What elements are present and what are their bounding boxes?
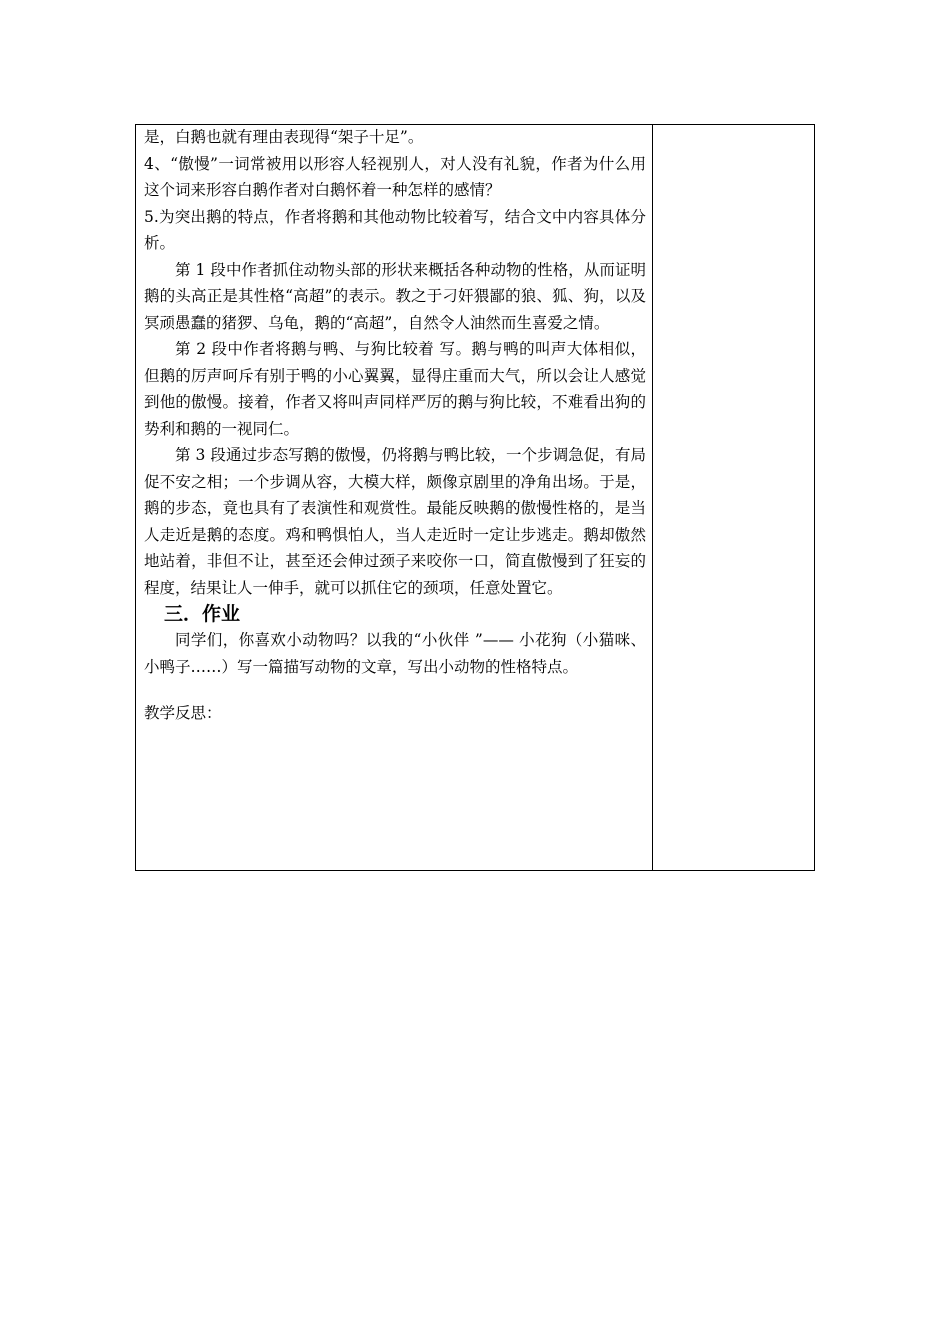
question-5: 5.为突出鹅的特点，作者将鹅和其他动物比较着写，结合文中内容具体分析。 — [144, 207, 646, 252]
reflection-label: 教学反思： — [144, 704, 222, 722]
spacer — [144, 680, 646, 700]
homework-heading: 三．作业 — [164, 603, 241, 625]
lesson-content-cell — [144, 124, 646, 727]
analysis-paragraph-3: 第 3 段通过步态写鹅的傲慢，仍将鹅与鸭比较，一个步调急促，有局促不安之相；一个步调从容，大模大样，颇像京剧里的净角出场。于是，鹅的步态，竟也具有了表演性和观赏性。最能反映鹅的傲慢性格的，是当人走近是鹅的态度。鸡和鸭惧怕人，当人走近时一定让步逃走。鹅却傲然地站着，非但不让，甚至还会伸过颈子来咬你一口，简直傲慢到了狂妄的程度，结果让人一伸手，就可以抓住它的颈项，任意处置它。 — [144, 446, 646, 597]
line-continuation: 是，白鹅也就有理由表现得“架子十足”。 — [144, 128, 424, 146]
analysis-paragraph-2: 第 2 段中作者将鹅与鸭、与狗比较着 写。鹅与鸭的叫声大体相似，但鹅的厉声呵斥有别于鸭的小心翼翼，显得庄重而大气，所以会让人感觉到他的傲慢。接着，作者又将叫声同样严厉的鹅与狗比较，不难看出狗的势利和鹅的一视同仁。 — [144, 340, 646, 438]
question-4: 4、“傲慢”一词常被用以形容人轻视别人，对人没有礼貌，作者为什么用这个词来形容白鹅作者对白鹅怀着一种怎样的感情？ — [144, 154, 646, 199]
homework-text: 同学们，你喜欢小动物吗？以我的“小伙伴 ”—— 小花狗（小猫咪、小鸭子……）写一篇描写动物的文章，写出小动物的性格特点。 — [144, 631, 646, 676]
notes-cell — [653, 124, 814, 870]
analysis-paragraph-1: 第 1 段中作者抓住动物头部的形状来概括各种动物的性格，从而证明鹅的头高正是其性格“高超”的表示。教之于刁奸猥鄙的狼、狐、狗，以及冥顽愚蠢的猪猡、乌龟，鹅的“高超”，自然令人油然而生喜爱之情。 — [144, 260, 646, 332]
